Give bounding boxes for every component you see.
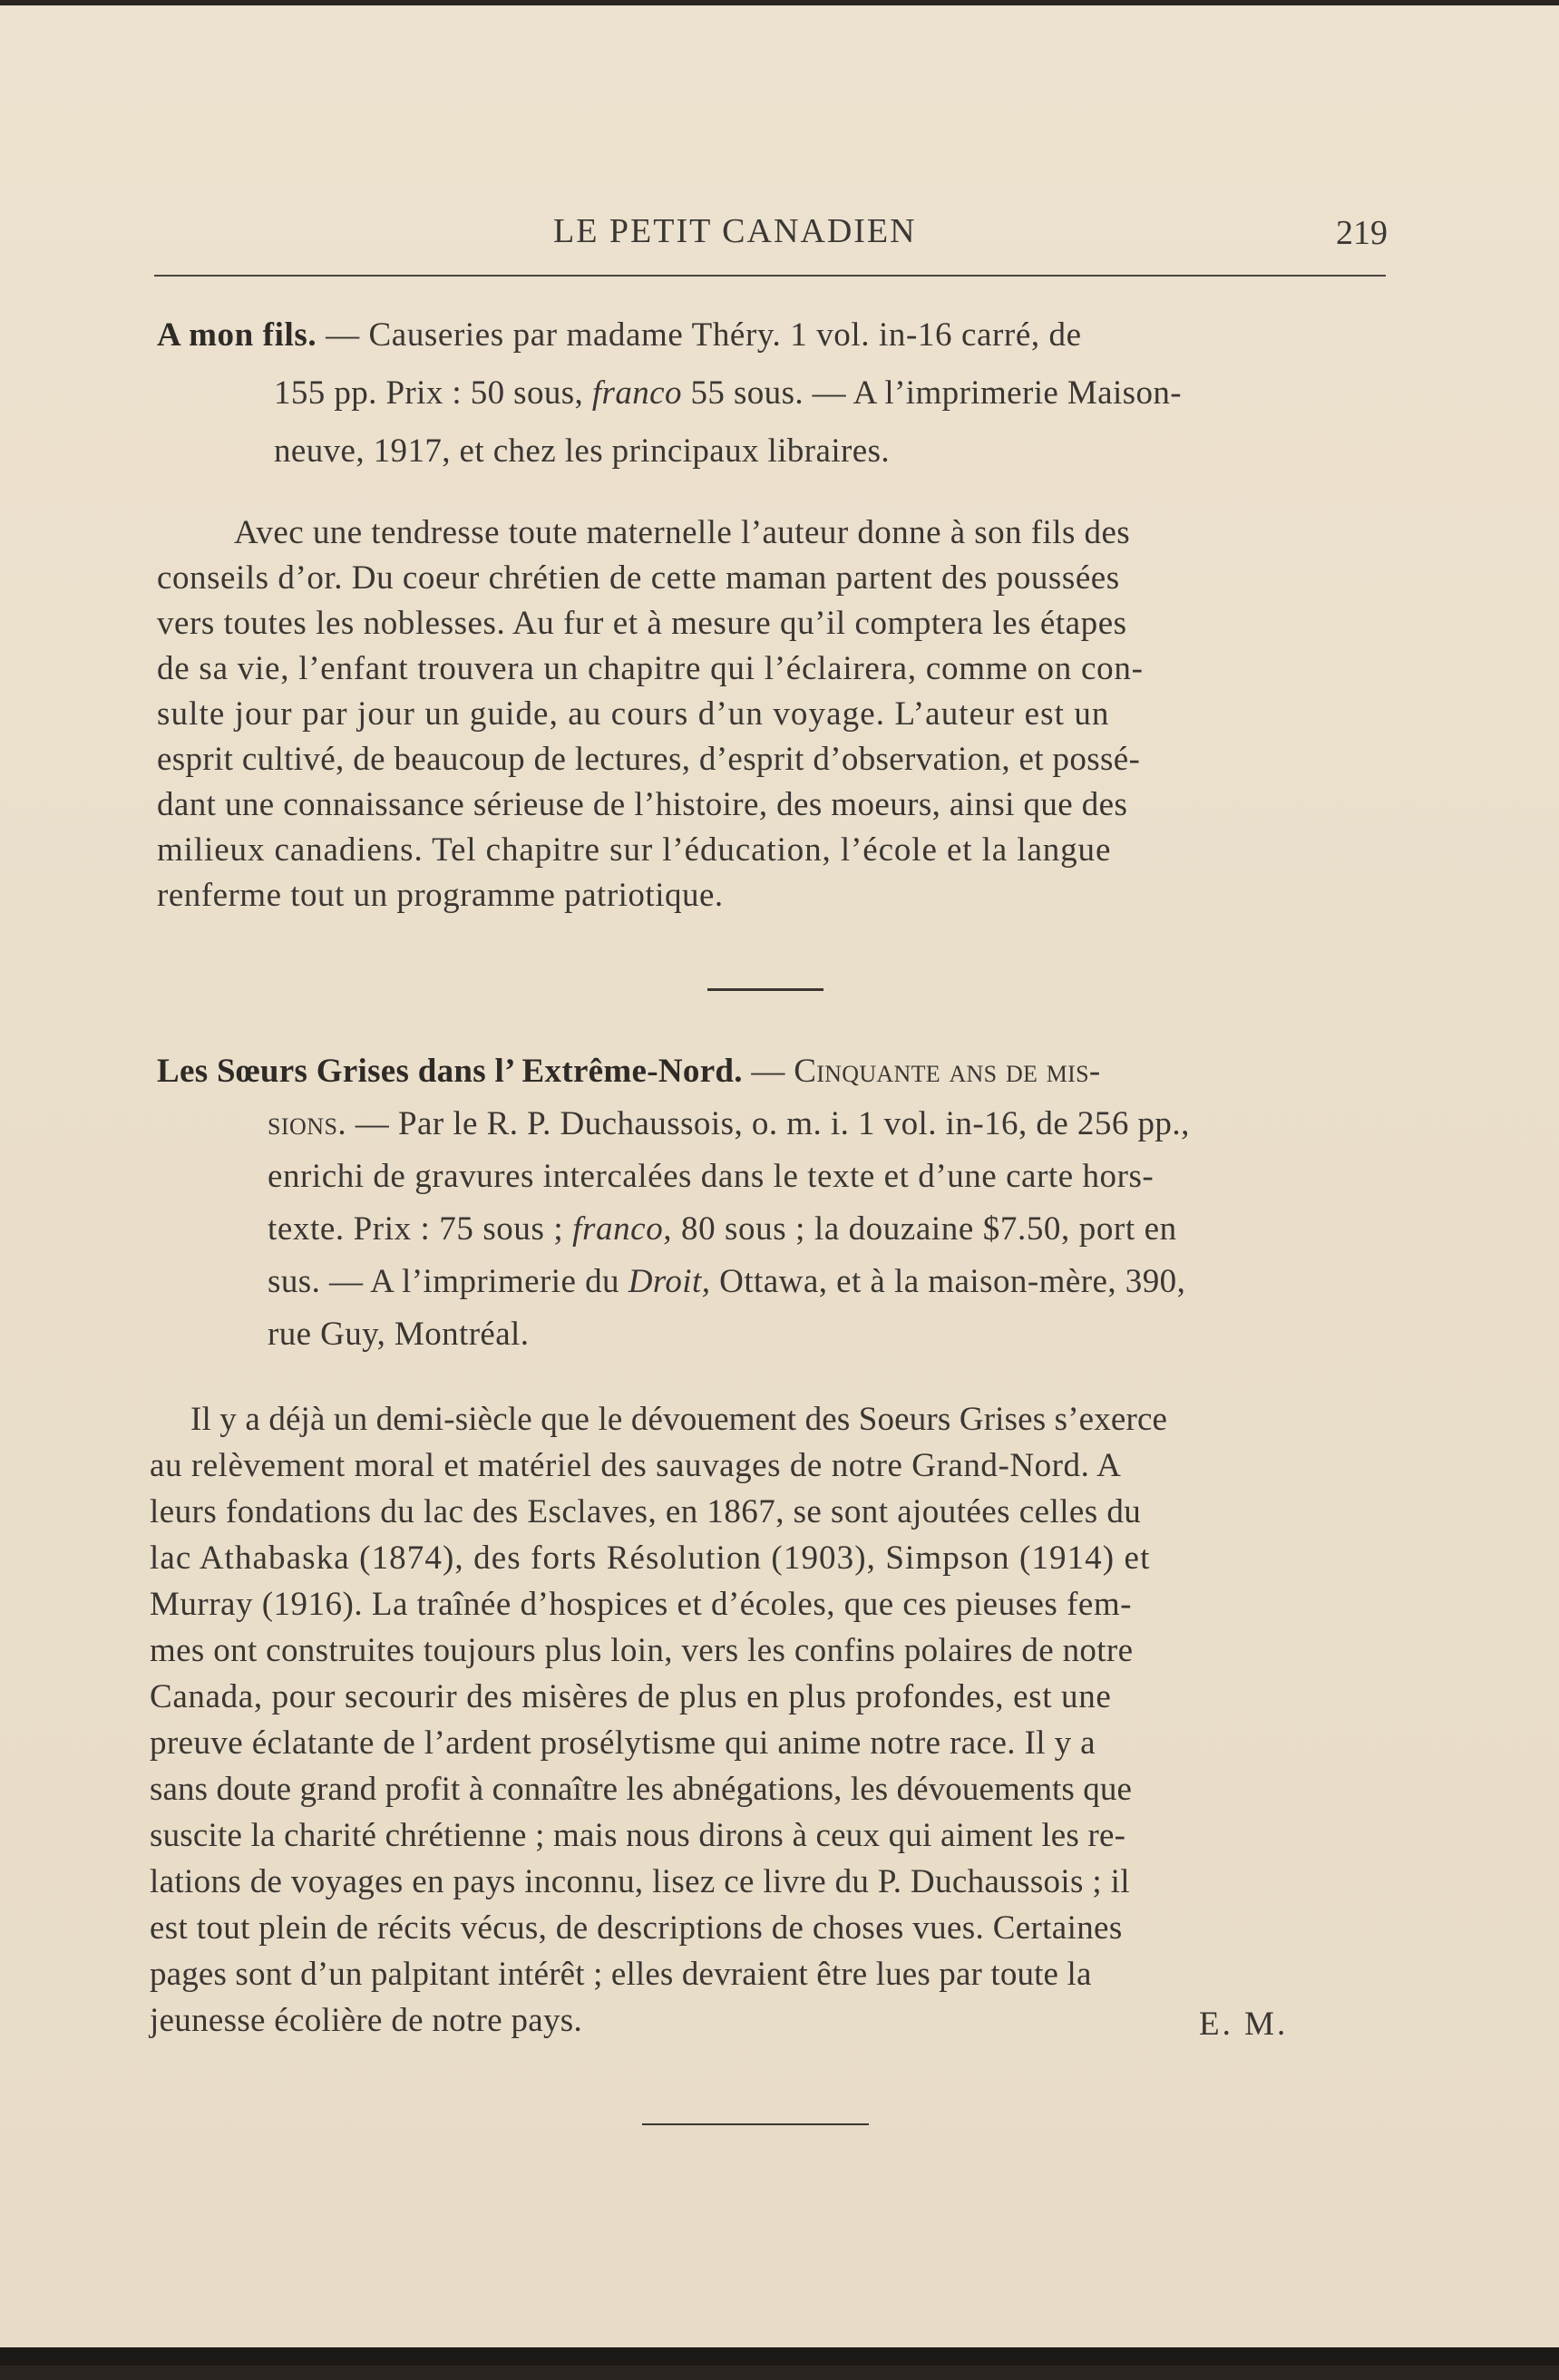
- end-divider: [642, 2123, 869, 2125]
- entry-2-line-5: [268, 1260, 1185, 1304]
- entry-2-line-5-italic: Droit,: [628, 1263, 711, 1300]
- signature-initials: E. M.: [1199, 2006, 1289, 2043]
- entry-1-line-1: [157, 314, 1082, 357]
- entry-2-line-4-italic: franco,: [572, 1210, 673, 1248]
- running-head: [154, 200, 1388, 255]
- entry-1-line-2-text-b: 55 sous. — A l’imprimerie Maison-: [681, 374, 1182, 412]
- entry-2-line-4-text-b: 80 sous ; la douzaine $7.50, port en: [672, 1210, 1177, 1248]
- review-2-para-line: Canada, pour secourir des misères de plus en plus profondes, est une: [150, 1678, 1112, 1715]
- review-1-para-line: de sa vie, l’enfant trouvera un chapitre qui l’éclairera, comme on con-: [157, 650, 1144, 687]
- review-2-para-line: suscite la charité chrétienne ; mais nous dirons à ceux qui aiment les re-: [150, 1817, 1126, 1854]
- entry-2-line-1: [157, 1050, 1101, 1093]
- review-1-para-line: Avec une tendresse toute maternelle l’auteur donne à son fils des: [234, 514, 1131, 551]
- review-1-para-line: conseils d’or. Du coeur chrétien de cette maman partent des poussées: [157, 559, 1120, 597]
- review-1-para-line: milieux canadiens. Tel chapitre sur l’éducation, l’école et la langue: [157, 831, 1112, 869]
- review-1-para-line: dant une connaissance sérieuse de l’histoire, des moeurs, ainsi que des: [157, 786, 1128, 823]
- entry-2-line-5-text-a: sus. — A l’imprimerie du: [268, 1263, 628, 1300]
- review-2-para-line: preuve éclatante de l’ardent prosélytisme qui anime notre race. Il y a: [150, 1724, 1096, 1762]
- entry-2-series-caps-end: sions.: [268, 1105, 347, 1142]
- entry-1-line-3: neuve, 1917, et chez les principaux libraires.: [274, 432, 891, 470]
- review-2-para-line: mes ont construites toujours plus loin, vers les confins polaires de notre: [150, 1632, 1134, 1669]
- review-2-para-line: lations de voyages en pays inconnu, lisez ce livre du P. Duchaussois ; il: [150, 1863, 1130, 1900]
- entry-1-line-2-text-a: 155 pp. Prix : 50 sous,: [274, 374, 592, 412]
- review-2-para-line: pages sont d’un palpitant intérêt ; elles devraient être lues par toute la: [150, 1956, 1092, 1993]
- entry-2-line-5-text-b: Ottawa, et à la maison-mère, 390,: [710, 1263, 1186, 1300]
- review-2-para-line: leurs fondations du lac des Esclaves, en 1867, se sont ajoutées celles du: [150, 1493, 1142, 1530]
- review-1-para-line: vers toutes les noblesses. Au fur et à mesure qu’il comptera les étapes: [157, 605, 1127, 642]
- review-2-para-line: est tout plein de récits vécus, de descriptions de choses vues. Certaines: [150, 1909, 1123, 1947]
- entry-2-line-2-text: — Par le R. P. Duchaussois, o. m. i. 1 vol. in-16, de 256 pp.,: [346, 1105, 1190, 1142]
- entry-2-line-4-text-a: texte. Prix : 75 sous ;: [268, 1210, 573, 1248]
- entry-2-line-2: [268, 1103, 1190, 1146]
- entry-2-line-4: [268, 1208, 1177, 1251]
- page-bottom-edge: [0, 2347, 1559, 2365]
- review-2-para-line: Murray (1916). La traînée d’hospices et d’écoles, que ces pieuses fem-: [150, 1586, 1132, 1623]
- entry-2-line-6: rue Guy, Montréal.: [268, 1316, 530, 1353]
- review-1-para-line: renferme tout un programme patriotique.: [157, 877, 724, 914]
- entry-2-series-caps: Cinquante ans de mis-: [794, 1053, 1101, 1090]
- entry-1-title: A mon fils.: [157, 316, 317, 354]
- header-rule: [154, 275, 1386, 277]
- review-2-para-line: Il y a déjà un demi-siècle que le dévouement des Soeurs Grises s’exerce: [190, 1401, 1168, 1438]
- entry-1-line-2: [274, 372, 1182, 415]
- review-1-para-line: esprit cultivé, de beaucoup de lectures, d’esprit d’observation, et possé-: [157, 741, 1141, 778]
- entry-2-line-3: enrichi de gravures intercalées dans le texte et d’une carte hors-: [268, 1158, 1155, 1195]
- review-2-para-line: jeunesse écolière de notre pays.: [150, 2002, 583, 2039]
- review-2-para-line: lac Athabaska (1874), des forts Résolution (1903), Simpson (1914) et: [150, 1540, 1151, 1577]
- running-title: LE PETIT CANADIEN: [553, 212, 917, 250]
- review-1-para-line: sulte jour par jour un guide, au cours d’un voyage. L’auteur est un: [157, 695, 1110, 733]
- review-2-para-line: au relèvement moral et matériel des sauvages de notre Grand-Nord. A: [150, 1447, 1122, 1484]
- entry-1-line-1-text: — Causeries par madame Théry. 1 vol. in-16 carré, de: [317, 316, 1082, 354]
- entry-2-dash: —: [742, 1053, 794, 1090]
- page-number: 219: [1336, 214, 1388, 252]
- book-page: [0, 5, 1559, 2365]
- entry-2-title: Les Sœurs Grises dans l’ Extrême-Nord.: [157, 1053, 743, 1090]
- review-2-para-line: sans doute grand profit à connaître les abnégations, les dévouements que: [150, 1771, 1132, 1808]
- entry-1-line-2-italic: franco: [591, 374, 682, 412]
- section-divider: [707, 988, 823, 991]
